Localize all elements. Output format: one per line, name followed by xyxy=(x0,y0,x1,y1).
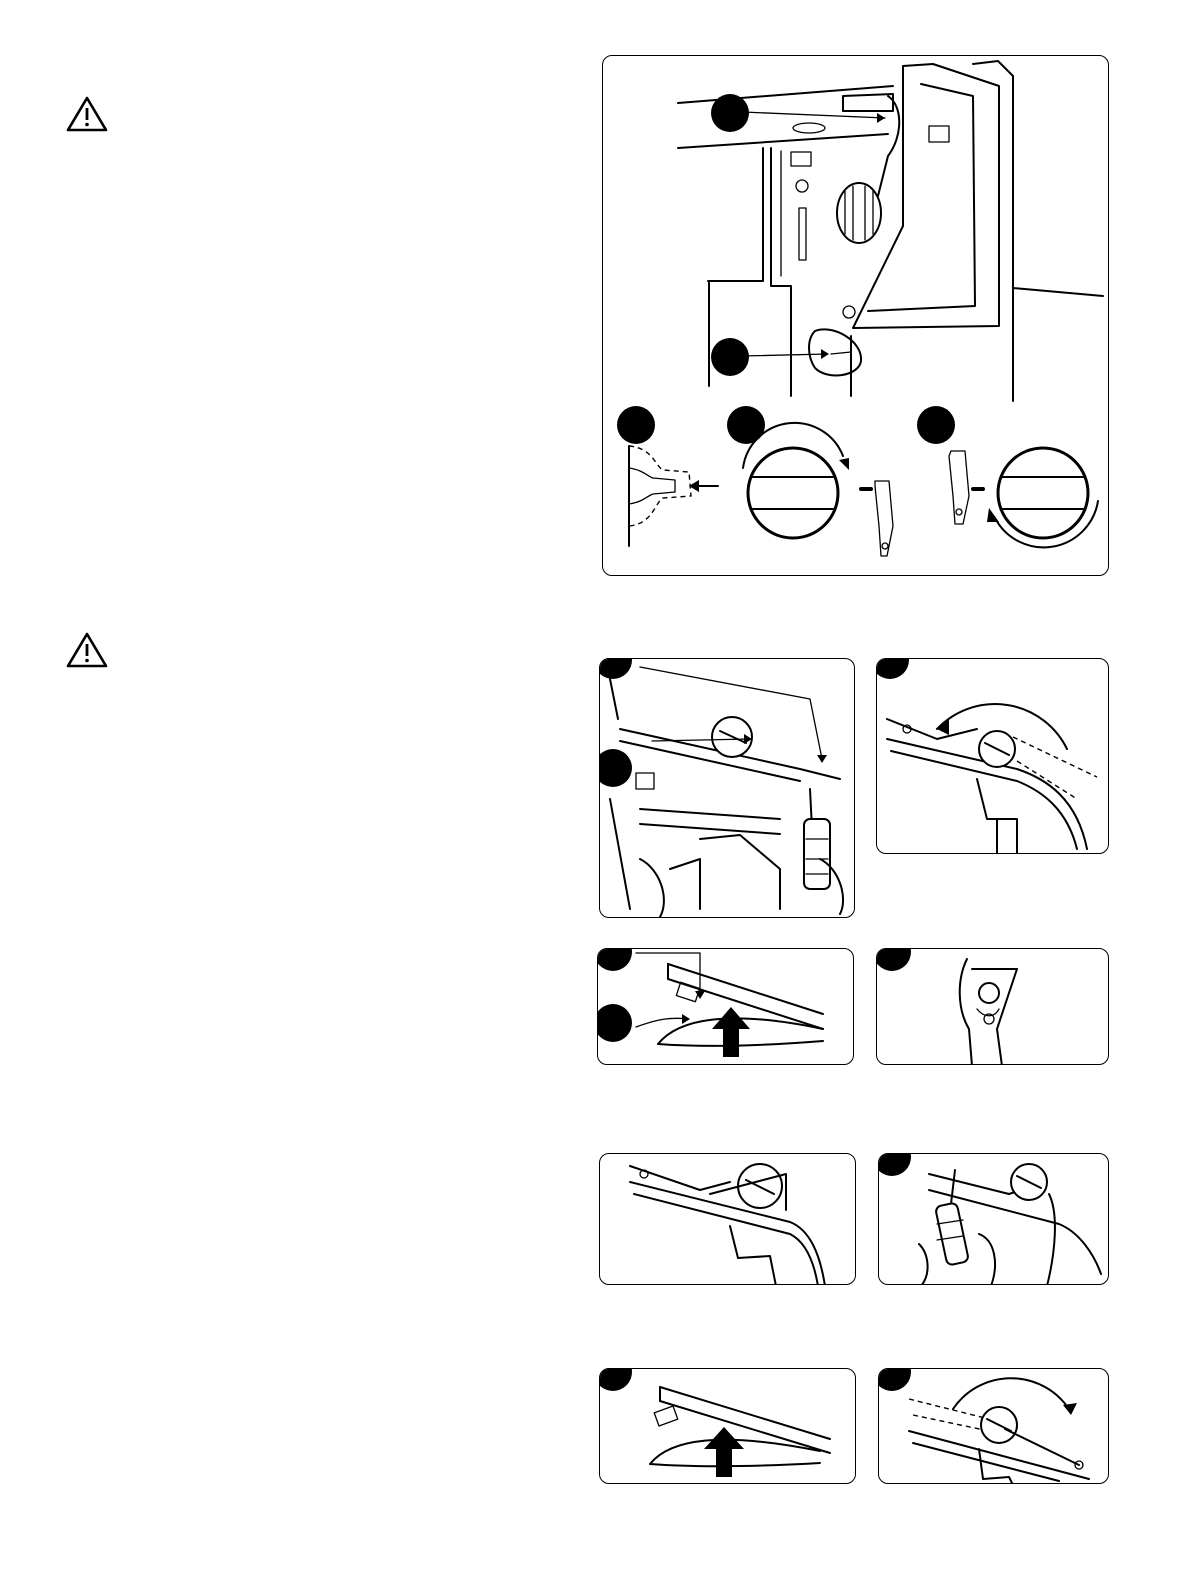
push-up-illustration-2 xyxy=(600,1369,856,1484)
illustration-panel-screw xyxy=(878,1153,1109,1285)
illustration-panel-hook xyxy=(876,948,1109,1065)
illustration-panel-push xyxy=(597,948,854,1065)
push-up-illustration xyxy=(598,949,854,1065)
lever-rotate-illustration xyxy=(877,659,1109,854)
callout-marker xyxy=(727,406,765,444)
machine-side-illustration xyxy=(603,56,1109,576)
lever-rotate-cw-illustration xyxy=(879,1369,1109,1484)
warning-triangle-icon xyxy=(66,632,108,668)
lever-rest-illustration xyxy=(600,1154,856,1285)
callout-marker xyxy=(711,94,749,132)
illustration-panel-lever xyxy=(599,1153,856,1285)
screwdriver-adjust-illustration xyxy=(600,659,855,918)
hook-detail-illustration xyxy=(877,949,1109,1065)
callout-marker xyxy=(617,406,655,444)
illustration-panel-adjust xyxy=(599,658,855,918)
callout-marker xyxy=(711,338,749,376)
illustration-panel-rotate-ccw xyxy=(876,658,1109,854)
warning-triangle-icon xyxy=(66,96,108,132)
screw-lever-illustration xyxy=(879,1154,1109,1285)
illustration-panel-rotate-cw xyxy=(878,1368,1109,1484)
illustration-panel-main xyxy=(602,55,1109,576)
callout-marker xyxy=(917,406,955,444)
illustration-panel-push-2 xyxy=(599,1368,856,1484)
